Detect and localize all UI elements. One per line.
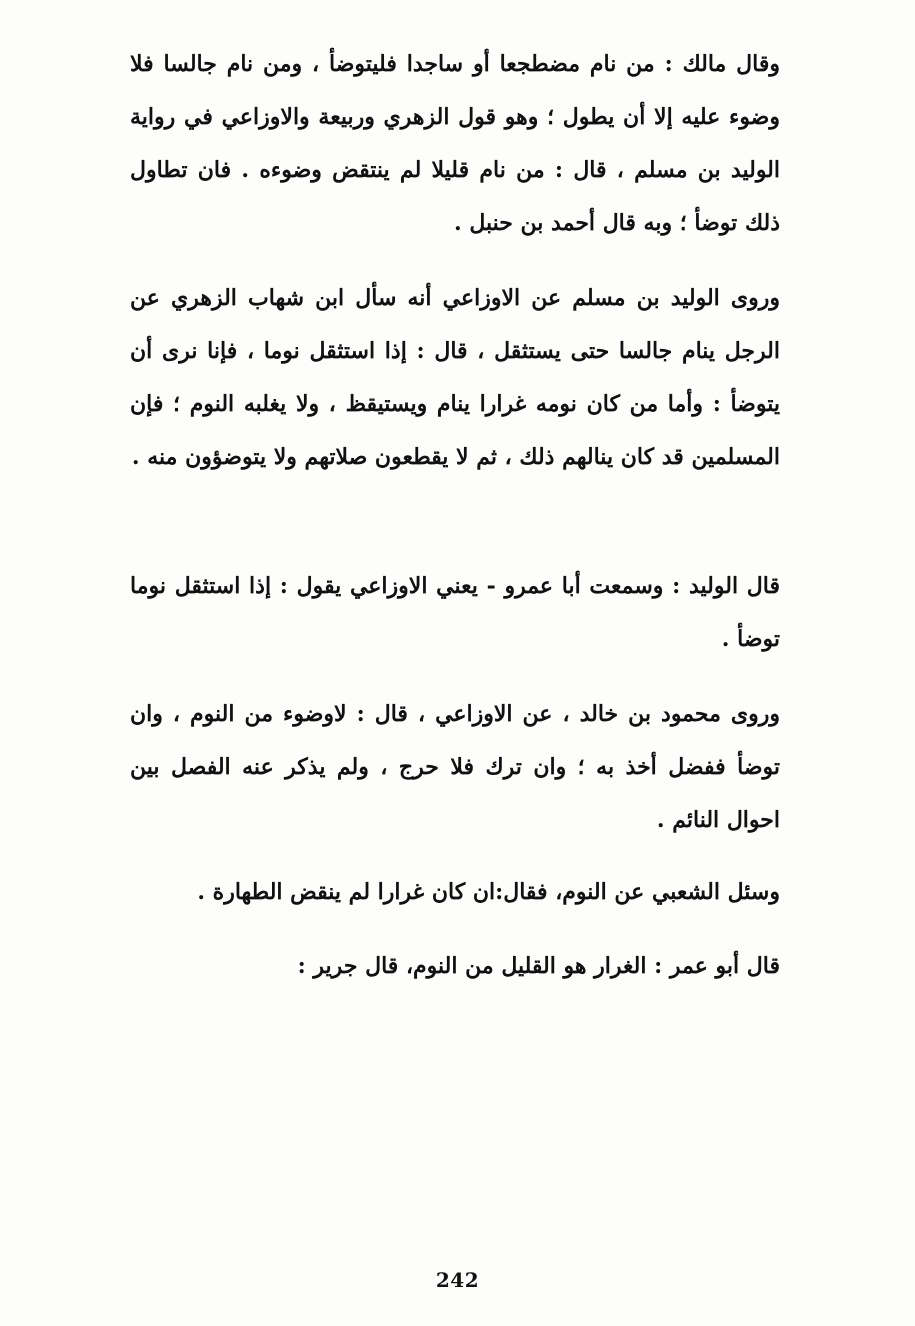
- paragraph-text: وقال مالك : من نام مضطجعا أو ساجدا فليتوضأ ، ومن نام جالسا فلا وضوء عليه إلا أن يطول ؛ وهو قول الزهري وربيعة والاوزاعي في رواية الوليد بن مسلم ، قال : من نام قليلا لم ينتقض وضوءه . فان تطاول ذلك توضأ ؛ وبه قال أحمد بن حنبل .: [130, 51, 780, 236]
- paragraph-4: [130, 688, 780, 847]
- paragraph-6: [130, 940, 780, 993]
- paragraph-text: وروى محمود بن خالد ، عن الاوزاعي ، قال : لاوضوء من النوم ، وان توضأ ففضل أخذ به ؛ وان ترك فلا حرج ، ولم يذكر عنه الفصل بين احوال النائم .: [130, 701, 780, 833]
- paragraph-text: قال أبو عمر : الغرار هو القليل من النوم، قال جرير :: [297, 953, 780, 979]
- paragraph-1: [130, 38, 780, 250]
- paragraph-5: [130, 866, 780, 919]
- page-number: 242: [435, 1268, 480, 1292]
- paragraph-text: قال الوليد : وسمعت أبا عمرو - يعني الاوزاعي يقول : إذا استثقل نوما توضأ .: [130, 573, 780, 652]
- paragraph-2: [130, 272, 780, 484]
- paragraph-text: وسئل الشعبي عن النوم، فقال:ان كان غرارا لم ينقض الطهارة .: [197, 879, 780, 905]
- paragraph-text: وروى الوليد بن مسلم عن الاوزاعي أنه سأل ابن شهاب الزهري عن الرجل ينام جالسا حتى يستثقل ، قال : إذا استثقل نوما ، فإنا نرى أن يتوضأ : وأما من كان نومه غرارا ينام ويستيقظ ، ولا يغلبه النوم ؛ فإن المسلمين قد كان ينالهم ذلك ، ثم لا يقطعون صلاتهم ولا يتوضؤون منه .: [130, 285, 780, 470]
- paragraph-3: [130, 560, 780, 666]
